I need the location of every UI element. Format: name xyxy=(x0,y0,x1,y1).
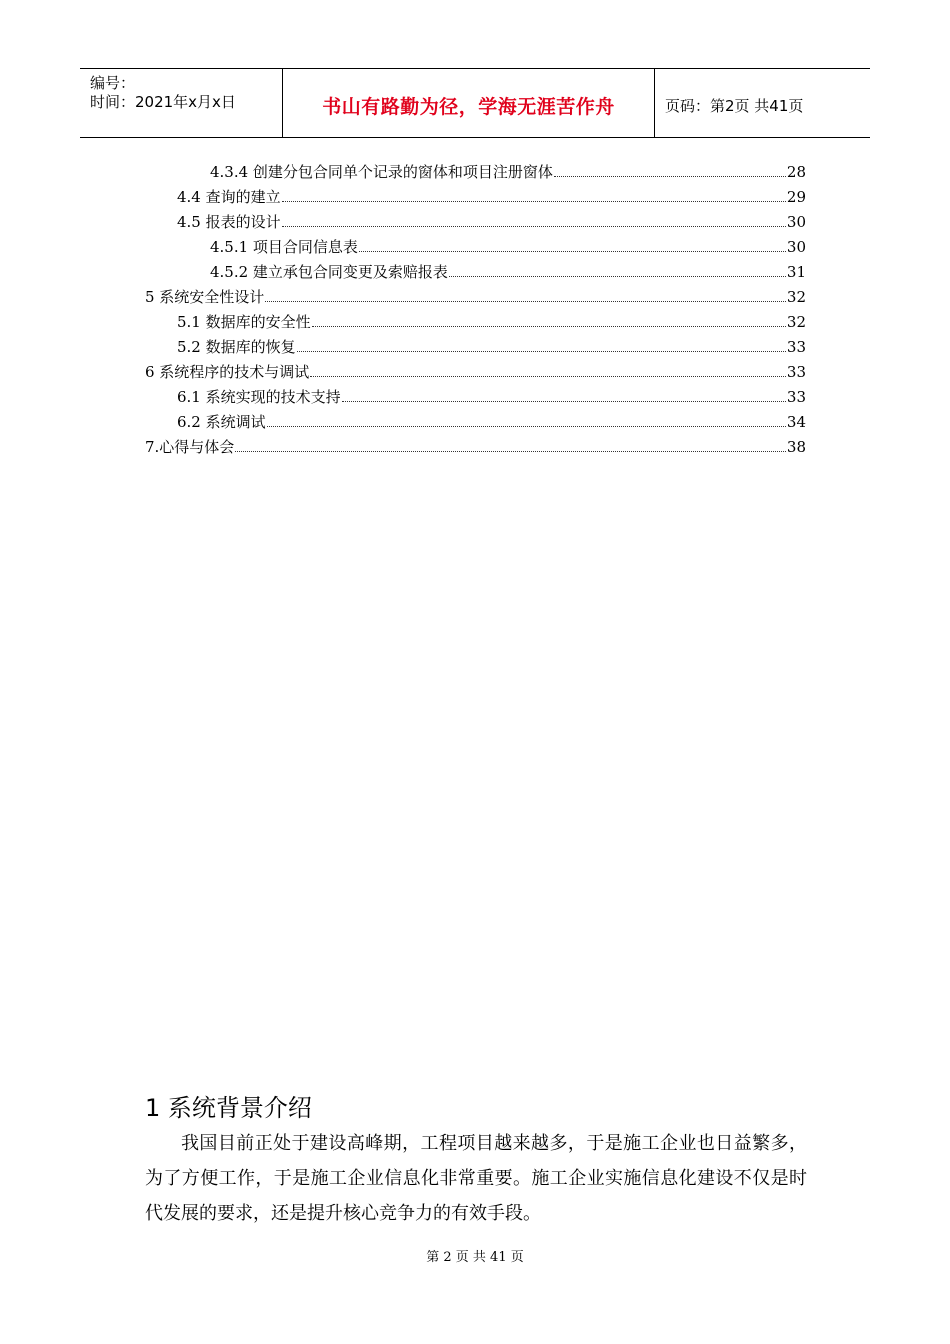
toc-entry-title: 6.1 系统实现的技术支持 xyxy=(177,388,341,406)
header-time-label: 时间：2021年x月x日 xyxy=(90,93,236,111)
toc-entry-title: 5.1 数据库的安全性 xyxy=(177,313,311,331)
toc-entry[interactable] xyxy=(177,210,806,232)
toc-entry[interactable] xyxy=(210,160,806,182)
toc-entry-page: 32 xyxy=(786,313,806,331)
toc-dot-leader xyxy=(449,275,786,277)
toc-entry-page: 33 xyxy=(786,338,806,356)
toc-dot-leader xyxy=(297,350,786,352)
toc-entry-title: 4.4 查询的建立 xyxy=(177,188,281,206)
header-motto: 书山有路勤为径，学海无涯苦作舟 xyxy=(322,95,615,118)
toc-entry[interactable] xyxy=(177,335,806,357)
toc-entry-title: 7.心得与体会 xyxy=(145,438,235,456)
toc-dot-leader xyxy=(554,175,786,177)
header-meta-cell xyxy=(80,69,283,137)
toc-entry-page: 30 xyxy=(786,213,806,231)
header-motto-cell xyxy=(283,69,655,137)
page-header xyxy=(80,68,870,138)
toc-dot-leader xyxy=(282,225,786,227)
toc-entry-page: 30 xyxy=(786,238,806,256)
toc-entry-page: 31 xyxy=(786,263,806,281)
toc-entry-title: 4.5.1 项目合同信息表 xyxy=(210,238,358,256)
toc-entry-page: 29 xyxy=(786,188,806,206)
toc-entry-title: 5.2 数据库的恢复 xyxy=(177,338,296,356)
toc-entry[interactable] xyxy=(210,260,806,282)
toc-entry-title: 4.5.2 建立承包合同变更及索赔报表 xyxy=(210,263,448,281)
section-title: 1 系统背景介绍 xyxy=(145,1094,312,1122)
toc-entry[interactable] xyxy=(177,385,806,407)
toc-dot-leader xyxy=(235,450,786,452)
toc-entry[interactable] xyxy=(145,285,806,307)
toc-entry-title: 4.5 报表的设计 xyxy=(177,213,281,231)
toc-dot-leader xyxy=(359,250,786,252)
toc-entry-page: 28 xyxy=(786,163,806,181)
toc-dot-leader xyxy=(265,300,786,302)
toc-entry-page: 34 xyxy=(786,413,806,431)
toc-entry-title: 6.2 系统调试 xyxy=(177,413,266,431)
toc-dot-leader xyxy=(342,400,786,402)
toc-entry[interactable] xyxy=(177,410,806,432)
toc-entry[interactable] xyxy=(177,185,806,207)
toc-dot-leader xyxy=(310,375,786,377)
toc-entry-title: 4.3.4 创建分包合同单个记录的窗体和项目注册窗体 xyxy=(210,163,553,181)
toc-dot-leader xyxy=(282,200,786,202)
toc-entry[interactable] xyxy=(177,310,806,332)
toc-dot-leader xyxy=(312,325,786,327)
header-page-cell xyxy=(655,69,870,137)
toc-entry-page: 33 xyxy=(786,388,806,406)
toc-entry-page: 33 xyxy=(786,363,806,381)
section-paragraph: 我国目前正处于建设高峰期，工程项目越来越多，于是施工企业也日益繁多，为了方便工作，于是施工企业信息化非常重要。施工企业实施信息化建设不仅是时代发展的要求，还是提升核心竞争力的有效手段。 xyxy=(145,1133,807,1224)
header-page-info: 页码：第2页 共41页 xyxy=(665,96,804,115)
toc-entry[interactable] xyxy=(210,235,806,257)
header-number-label: 编号： xyxy=(90,74,136,92)
toc-entry-title: 5 系统安全性设计 xyxy=(145,288,265,306)
toc-entry-title: 6 系统程序的技术与调试 xyxy=(145,363,310,381)
page-footer: 第 2 页 共 41 页 xyxy=(426,1250,524,1265)
toc-entry-page: 32 xyxy=(786,288,806,306)
toc-entry-page: 38 xyxy=(786,438,806,456)
toc-entry[interactable] xyxy=(145,435,806,457)
toc-dot-leader xyxy=(267,425,786,427)
toc-entry[interactable] xyxy=(145,360,806,382)
